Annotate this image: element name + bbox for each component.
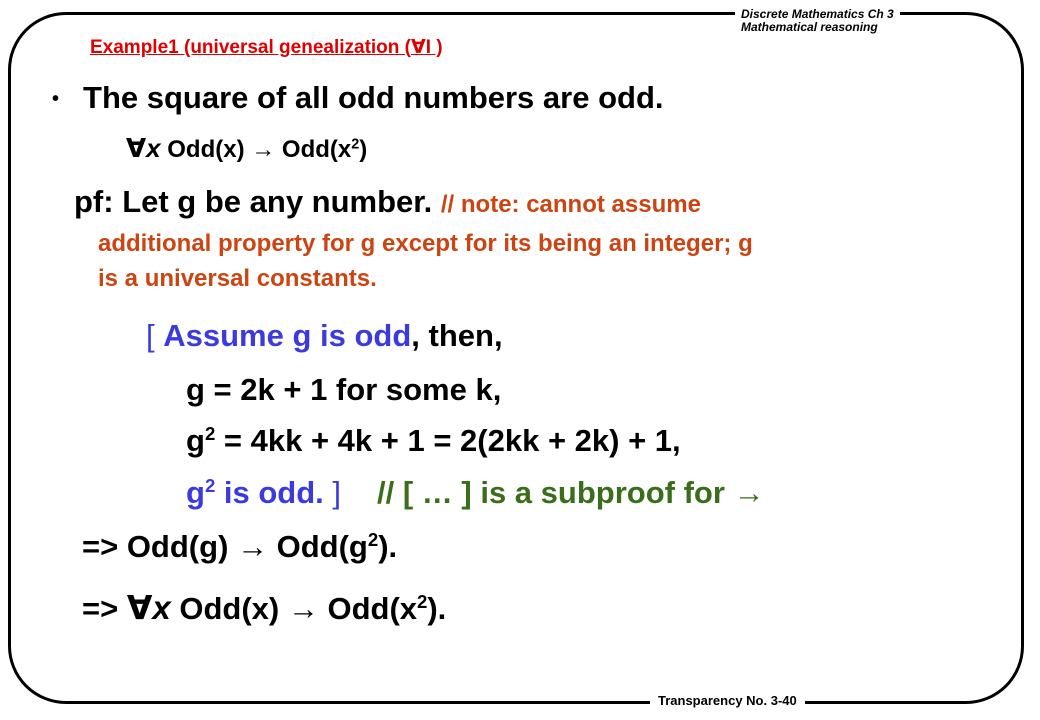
bullet-dot: • <box>52 88 60 111</box>
conclusion-implication: => $Odd(g) \to Odd(g^2)$. <box>82 528 398 564</box>
proof-note-line3: is a universal constants. <box>98 265 377 292</box>
slide-title: Example1 (universal genealization (∀I ) <box>90 37 443 58</box>
course-header <box>735 8 900 34</box>
transparency-number: Transparency No. 3-40 <box>650 693 805 708</box>
claim-formula: ∀x $Odd(x) \to Odd(x^2)$ <box>126 133 368 163</box>
subproof-assumption: [ Assume g is odd, then, <box>146 318 503 353</box>
bullet-line: • The square of all odd numbers are odd. <box>52 80 664 115</box>
proof-note-line2: additional property for g except for its being an integer; g <box>98 230 753 257</box>
subproof-step-3: $g^2$ is odd. ] // [ … ] is a subproof for → <box>186 474 765 510</box>
arrow-icon: → <box>733 475 765 510</box>
subproof-step-1: g = 2k + 1 for some k, <box>186 372 502 407</box>
arrow-icon: → <box>237 529 268 564</box>
subproof-step-2: $g^2 = 4kk + 4k + 1 = 2(2kk + 2k) + 1$, <box>186 422 681 458</box>
proof-intro: pf: Let g be any number. // note: cannot assume <box>74 184 701 219</box>
subproof-comment: // [ … ] is a subproof for <box>377 475 734 510</box>
course-subtitle: Mathematical reasoning <box>741 20 878 34</box>
arrow-icon: → <box>251 136 276 163</box>
arrow-icon: → <box>287 591 319 626</box>
course-title: Discrete Mathematics Ch 3 <box>741 7 894 21</box>
conclusion-universal: => ∀x $Odd(x) \to Odd(x^2)$. <box>82 589 447 626</box>
